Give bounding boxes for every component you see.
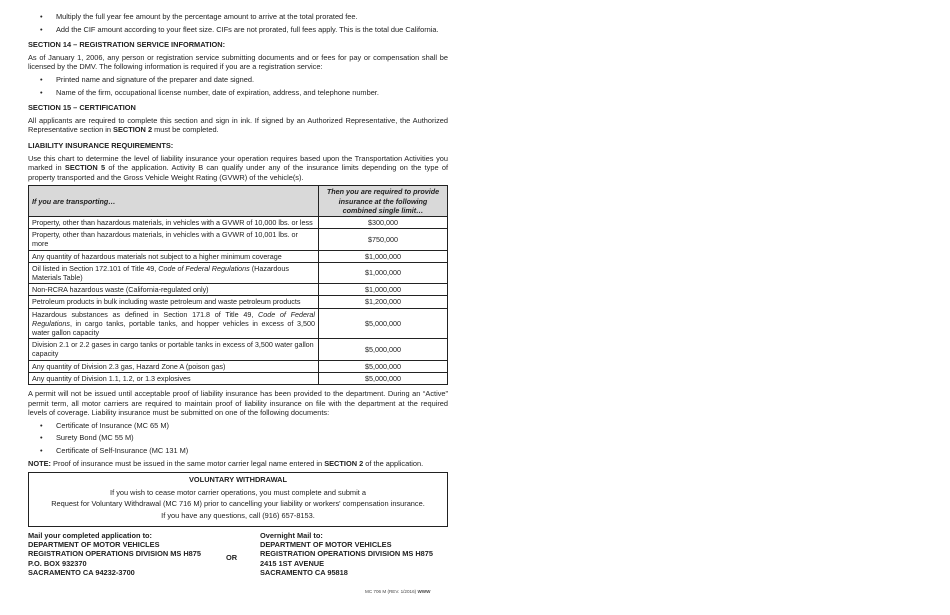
list-item: • Add the CIF amount according to your fleet size. CIFs are not prorated, full fees apply. This is the total due California. (28, 25, 448, 35)
section15-text (28, 116, 448, 135)
row-description: Any quantity of Division 1.1, 1.2, or 1.3 explosives (29, 372, 319, 384)
table-row (29, 360, 448, 372)
header-required-limit: Then you are required to provide insurance at the following combined single limit… (319, 186, 448, 217)
row-desc-part: Hazardous substances as defined in Section 171.8 of Title 49, (32, 309, 259, 319)
section15-title: SECTION 15 – CERTIFICATION (28, 103, 136, 113)
instructions-column (28, 12, 448, 578)
section15-text-b: must be completed. (152, 125, 219, 135)
row-desc-part: Oil listed in Section 172.101 of Title 49, (32, 263, 159, 273)
liability-text (28, 154, 448, 183)
mail-address-left (28, 531, 226, 578)
table-row (29, 372, 448, 384)
row-description: Any quantity of hazardous materials not subject to a higher minimum coverage (29, 250, 319, 262)
row-amount: $1,000,000 (319, 262, 448, 283)
note-label: NOTE: (28, 458, 51, 468)
list-item: • Multiply the full year fee amount by the percentage amount to arrive at the total prorated fee. (28, 12, 448, 22)
list-item: • Surety Bond (MC 55 M) (28, 433, 448, 443)
section15-text-a: All applicants are required to complete this section and sign in ink. If signed by an Authorized Representative, the Authorized Representative section in (28, 115, 448, 135)
withdrawal-line: Request for Voluntary Withdrawal (MC 716 M) prior to cancelling your liability or workers' compensation insurance. (51, 499, 425, 509)
row-amount: $1,000,000 (319, 250, 448, 262)
form-id: MC 706 M (REV. 1/2016) (365, 589, 418, 594)
permit-text: A permit will not be issued until acceptable proof of liability insurance has been provided to the department. During an “Active” permit term, all motor carriers are required to maintain proof of liability insurance on file with the department at the required levels of coverage. Liability insurance must be submitted on one of the following documents: (28, 388, 448, 418)
note-text-bold: SECTION 2 (324, 458, 364, 468)
mail-address-right (260, 531, 433, 578)
address-line: SACRAMENTO CA 95818 (260, 568, 348, 578)
row-desc-part: , in cargo tanks, portable tanks, and hopper vehicles in excess of 3,500 water gallon capacity (32, 318, 315, 337)
www-label: WWW (417, 589, 431, 594)
list-item: • Certificate of Insurance (MC 65 M) (28, 421, 448, 431)
row-description: Petroleum products in bulk including waste petroleum and waste petroleum products (29, 296, 319, 308)
section14-title: SECTION 14 – REGISTRATION SERVICE INFORMATION: (28, 40, 226, 50)
row-amount: $1,200,000 (319, 296, 448, 308)
address-line: REGISTRATION OPERATIONS DIVISION MS H875 (260, 549, 434, 559)
note-text-a: Proof of insurance must be issued in the same motor carrier legal name entered in (51, 458, 325, 468)
row-description: Property, other than hazardous materials, in vehicles with a GVWR of 10,000 lbs. or less (29, 216, 319, 228)
note-text (28, 459, 448, 469)
table-row (29, 262, 448, 283)
address-line: Overnight Mail to: (260, 530, 323, 540)
address-line: REGISTRATION OPERATIONS DIVISION MS H875 (28, 549, 202, 559)
row-amount: $5,000,000 (319, 308, 448, 339)
address-line: SACRAMENTO CA 94232-3700 (28, 568, 135, 578)
list-item: • Name of the firm, occupational license number, date of expiration, address, and telephone number. (28, 88, 448, 98)
liability-text-a: Use this chart to determine the level of liability insurance your operation requires based upon the Transportation Activities you marked in (28, 153, 448, 173)
row-amount: $5,000,000 (319, 372, 448, 384)
table-row (29, 339, 448, 360)
row-description (29, 308, 319, 339)
address-line: P.O. BOX 932370 (28, 558, 87, 568)
intro-bullet-list (28, 12, 448, 34)
liability-insurance-table (28, 185, 448, 385)
row-description: Any quantity of Division 2.3 gas, Hazard Zone A (poison gas) (29, 360, 319, 372)
row-amount: $1,000,000 (319, 284, 448, 296)
row-description: Property, other than hazardous materials, in vehicles with a GVWR of 10,001 lbs. or more (29, 229, 319, 250)
table-row (29, 284, 448, 296)
withdrawal-title: VOLUNTARY WITHDRAWAL (189, 475, 287, 485)
table-row (29, 296, 448, 308)
section14-text: As of January 1, 2006, any person or registration service submitting documents and or fees for pay or compensation shall be licensed by the DMV. The following information is required if you are a registration service: (28, 52, 448, 72)
or-label: OR (226, 553, 238, 563)
row-desc-italic: Code of Federal Regulations (32, 309, 315, 328)
table-row (29, 250, 448, 262)
address-line: 2415 1ST AVENUE (260, 558, 325, 568)
mailing-addresses (28, 531, 448, 578)
list-item: • Certificate of Self-Insurance (MC 131 M) (28, 446, 448, 456)
address-line: Mail your completed application to: (28, 530, 153, 540)
voluntary-withdrawal-box (28, 472, 448, 526)
row-description (29, 262, 319, 283)
or-separator (226, 531, 260, 578)
form-footer (365, 589, 430, 594)
list-item: • Printed name and signature of the preparer and date signed. (28, 75, 448, 85)
address-line: DEPARTMENT OF MOTOR VEHICLES (260, 539, 392, 549)
address-line: DEPARTMENT OF MOTOR VEHICLES (28, 539, 160, 549)
liability-text-b: of the application. Activity B can qualify under any of the insurance limits depending on the type of property transported and the Gross Vehicle Weight Rating (GVWR) of the vehicle(s). (28, 163, 448, 182)
liability-title: LIABILITY INSURANCE REQUIREMENTS: (28, 140, 174, 150)
withdrawal-phone: If you have any questions, call (916) 657-8153. (161, 510, 315, 520)
row-amount: $750,000 (319, 229, 448, 250)
row-amount: $5,000,000 (319, 339, 448, 360)
table-row (29, 229, 448, 250)
row-amount: $300,000 (319, 216, 448, 228)
table-header-row (29, 186, 448, 217)
row-description: Non-RCRA hazardous waste (California-regulated only) (29, 284, 319, 296)
liability-text-bold: SECTION 5 (64, 163, 106, 173)
row-desc-italic: Code of Federal Regulations (158, 263, 250, 273)
withdrawal-line: If you wish to cease motor carrier operations, you must complete and submit a (110, 487, 366, 497)
table-row (29, 216, 448, 228)
row-amount: $5,000,000 (319, 360, 448, 372)
row-desc-part: (Hazardous Materials Table) (32, 263, 289, 282)
insurance-documents-list (28, 421, 448, 456)
note-text-b: of the application. (363, 458, 424, 468)
header-transporting: If you are transporting… (29, 186, 319, 217)
section15-text-bold: SECTION 2 (113, 125, 153, 135)
row-description: Division 2.1 or 2.2 gases in cargo tanks or portable tanks in excess of 3,500 water gallon capacity (29, 339, 319, 360)
table-row (29, 308, 448, 339)
section14-bullet-list (28, 75, 448, 97)
